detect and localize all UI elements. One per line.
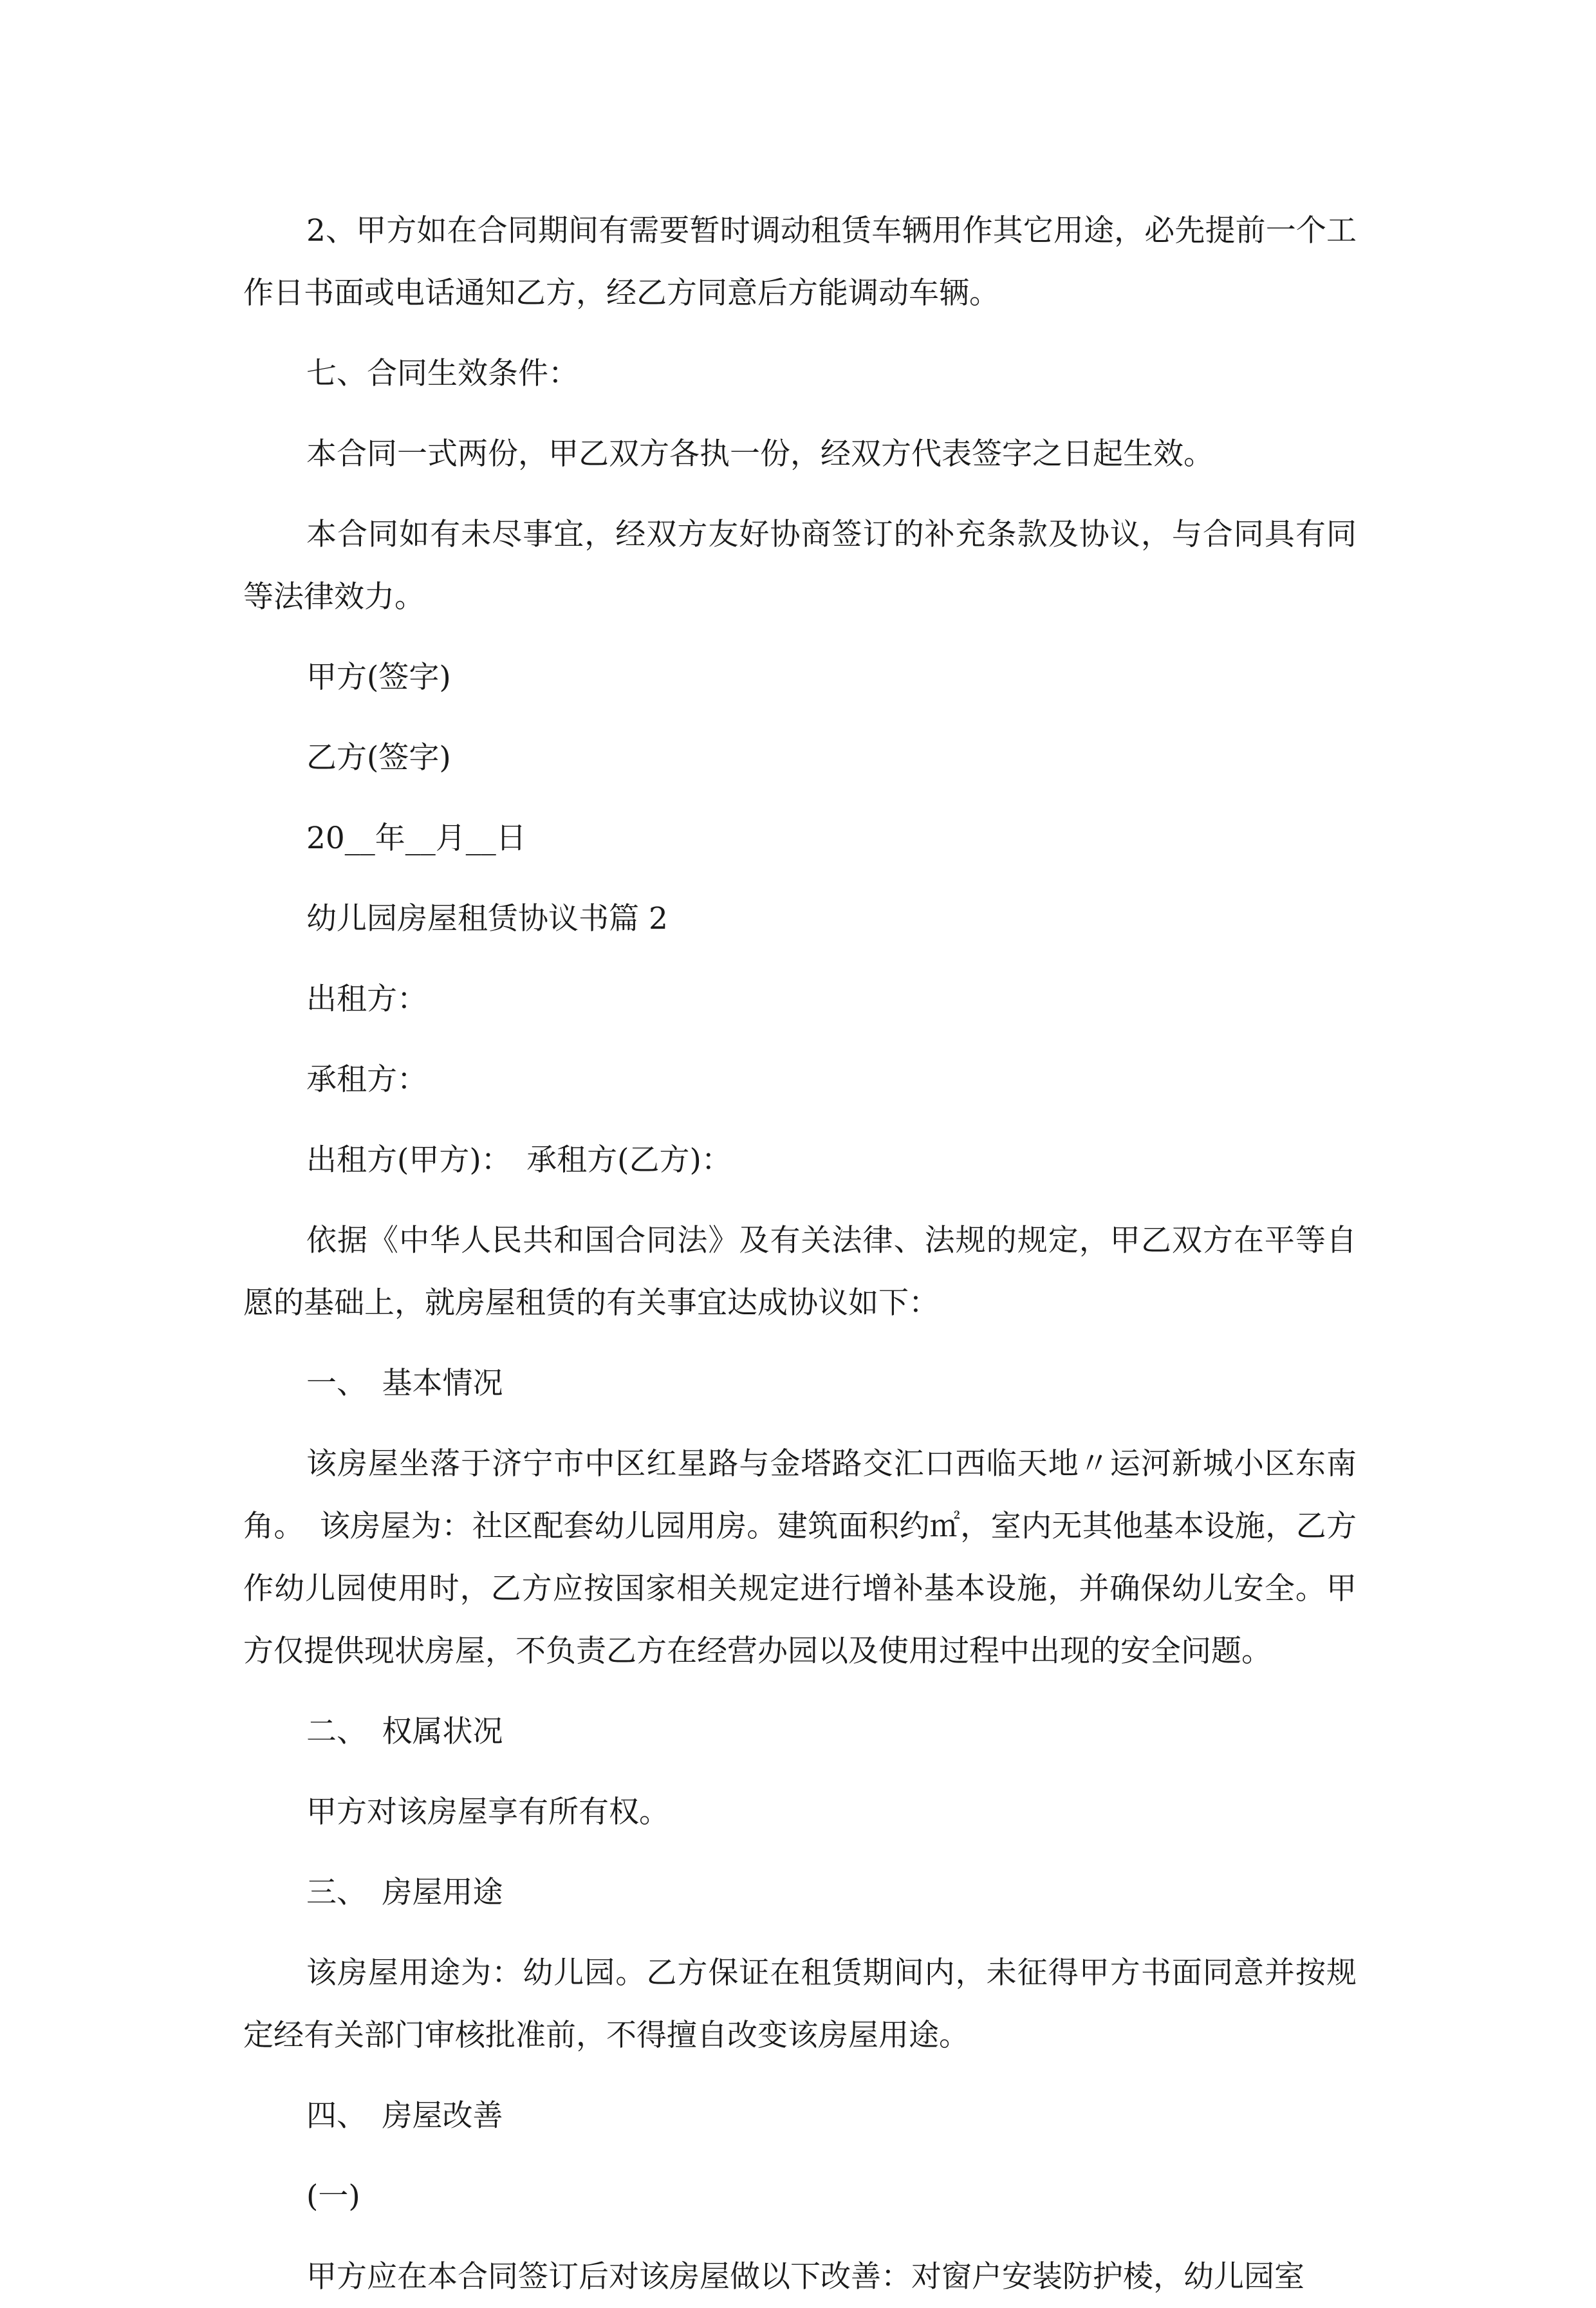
document-title-2: 幼儿园房屋租赁协议书篇 2	[306, 901, 668, 936]
paragraph-copies: 本合同一式两份，甲乙双方各执一份，经双方代表签字之日起生效。	[306, 436, 1214, 472]
paragraph-clause-2: 2、甲方如在合同期间有需要暂时调动租赁车辆用作其它用途，必先提前一个工作日书面或电话通知乙方，经乙方同意后方能调动车辆。	[243, 213, 1357, 311]
paragraph-improvements: 甲方应在本合同签订后对该房屋做以下改善：对窗户安装防护棱，幼儿园室	[306, 2259, 1304, 2294]
parties-line: 出租方(甲方)： 承租方(乙方)：	[306, 1142, 732, 1178]
signature-party-a: 甲方(签字)	[306, 660, 451, 695]
paragraph-usage: 该房屋用途为：幼儿园。乙方保证在租赁期间内，未征得甲方书面同意并按规定经有关部门审核批准前，不得擅自改变该房屋用途。	[243, 1955, 1357, 2053]
lessor-line: 出租方：	[306, 982, 427, 1017]
subheading-1: (一)	[306, 2179, 360, 2214]
heading-section-3: 三、 房屋用途	[306, 1875, 503, 1910]
document-body	[243, 200, 1357, 2308]
heading-section-4: 四、 房屋改善	[306, 2098, 503, 2134]
heading-section-1: 一、 基本情况	[306, 1366, 503, 1401]
heading-section-7: 七、合同生效条件：	[306, 356, 579, 391]
paragraph-supplement: 本合同如有未尽事宜，经双方友好协商签订的补充条款及协议，与合同具有同等法律效力。	[243, 517, 1357, 615]
signature-party-b: 乙方(签字)	[306, 740, 451, 776]
date-line: 20__年__月__日	[306, 821, 526, 856]
paragraph-location: 该房屋坐落于济宁市中区红星路与金塔路交汇口西临天地〃运河新城小区东南角。 该房屋为：社区配套幼儿园用房。建筑面积约㎡，室内无其他基本设施，乙方作幼儿园使用时，乙方应按国家相关规定进行增补基本设施，并确保幼儿安全。甲方仅提供现状房屋，不负责乙方在经营办园以及使用过程中出现的安全问题。	[243, 1446, 1357, 1669]
paragraph-ownership: 甲方对该房屋享有所有权。	[306, 1794, 669, 1830]
paragraph-basis: 依据《中华人民共和国合同法》及有关法律、法规的规定，甲乙双方在平等自愿的基础上，就房屋租赁的有关事宜达成协议如下：	[243, 1223, 1357, 1321]
lessee-line: 承租方：	[306, 1062, 427, 1097]
heading-section-2: 二、 权属状况	[306, 1714, 503, 1749]
